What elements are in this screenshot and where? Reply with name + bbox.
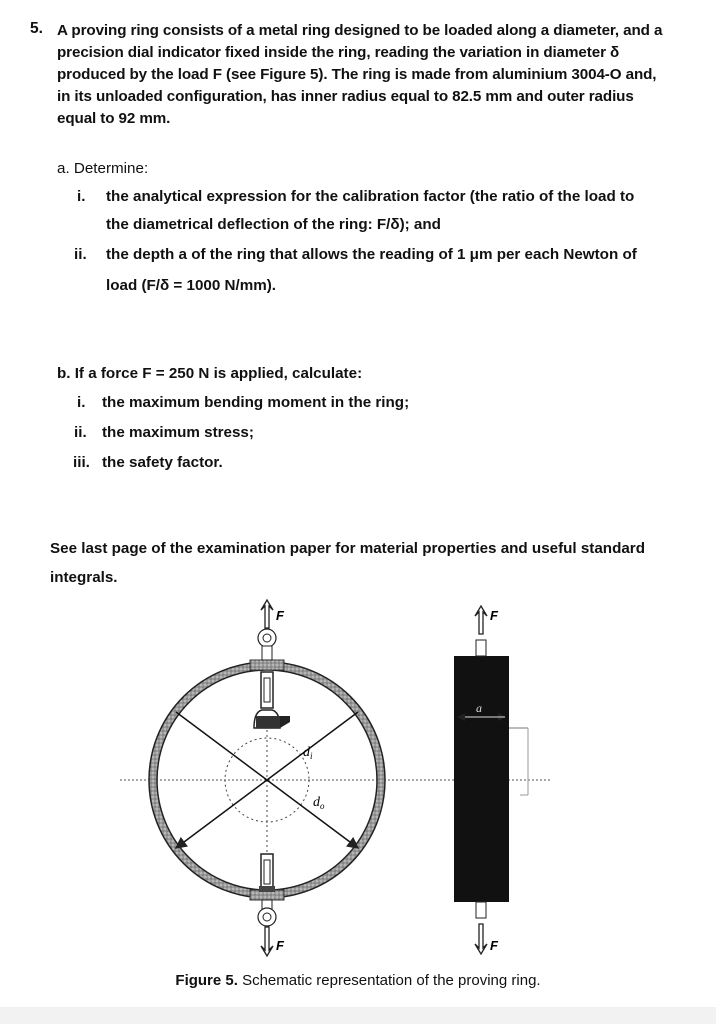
force-label-top-ring: F — [276, 608, 284, 623]
note-line-1: See last page of the examination paper for material properties and useful standard — [50, 540, 645, 557]
top-dial-mechanism — [254, 672, 290, 728]
bottom-force — [258, 900, 276, 956]
proving-ring-figure — [110, 598, 590, 968]
caption-label: Figure 5. — [175, 972, 238, 989]
force-label-bottom-side: F — [490, 938, 498, 953]
force-label-bottom-ring: F — [276, 938, 284, 953]
part-b-item-2-num: ii. — [74, 424, 87, 441]
page-bottom-band — [0, 1007, 716, 1024]
part-b-item-2-text: the maximum stress; — [102, 424, 254, 441]
figure-caption — [0, 972, 716, 989]
depth-label: a — [476, 701, 482, 715]
part-a-item-1-line2: the diametrical deflection of the ring: F/δ); and — [106, 216, 441, 233]
part-a-item-2-line1: the depth a of the ring that allows the reading of 1 μm per each Newton of — [106, 246, 637, 263]
part-b-label: b. If a force F = 250 N is applied, calculate: — [57, 365, 363, 382]
part-a-item-1-line1: the analytical expression for the calibration factor (the ratio of the load to — [106, 188, 635, 205]
part-b-item-3-text: the safety factor. — [102, 454, 223, 471]
note-line-2: integrals. — [50, 569, 118, 586]
part-a-item-1-num: i. — [77, 188, 86, 205]
part-a-item-2-num: ii. — [74, 246, 87, 263]
bottom-dial-mechanism — [259, 854, 275, 892]
question-intro: A proving ring consists of a metal ring designed to be loaded along a diameter, and a precision dial indicator fixed inside the ring, reading the variation in diameter δ produced by the load F (see Figure 5). The ring is made from aluminium 3004-O and, in its unloaded configuration, has inner radius equal to 82.5 mm and outer radius equal to 92 mm. — [57, 22, 663, 127]
part-a-item-2-line2: load (F/δ = 1000 N/mm). — [106, 277, 276, 294]
question-number: 5. — [30, 20, 43, 37]
inner-diameter-label: $d_i$ — [303, 745, 313, 761]
part-b-item-1-text: the maximum bending moment in the ring; — [102, 394, 410, 411]
part-b-item-1-num: i. — [77, 394, 86, 411]
part-a-label: a. Determine: — [57, 160, 149, 177]
outer-diameter-label: $d_o$ — [313, 795, 325, 811]
force-label-top-side: F — [490, 608, 498, 623]
caption-text: Schematic representation of the proving ring. — [237, 972, 541, 989]
question-5 — [30, 20, 670, 130]
part-b-item-3-num: iii. — [73, 454, 90, 471]
top-force — [258, 600, 276, 660]
